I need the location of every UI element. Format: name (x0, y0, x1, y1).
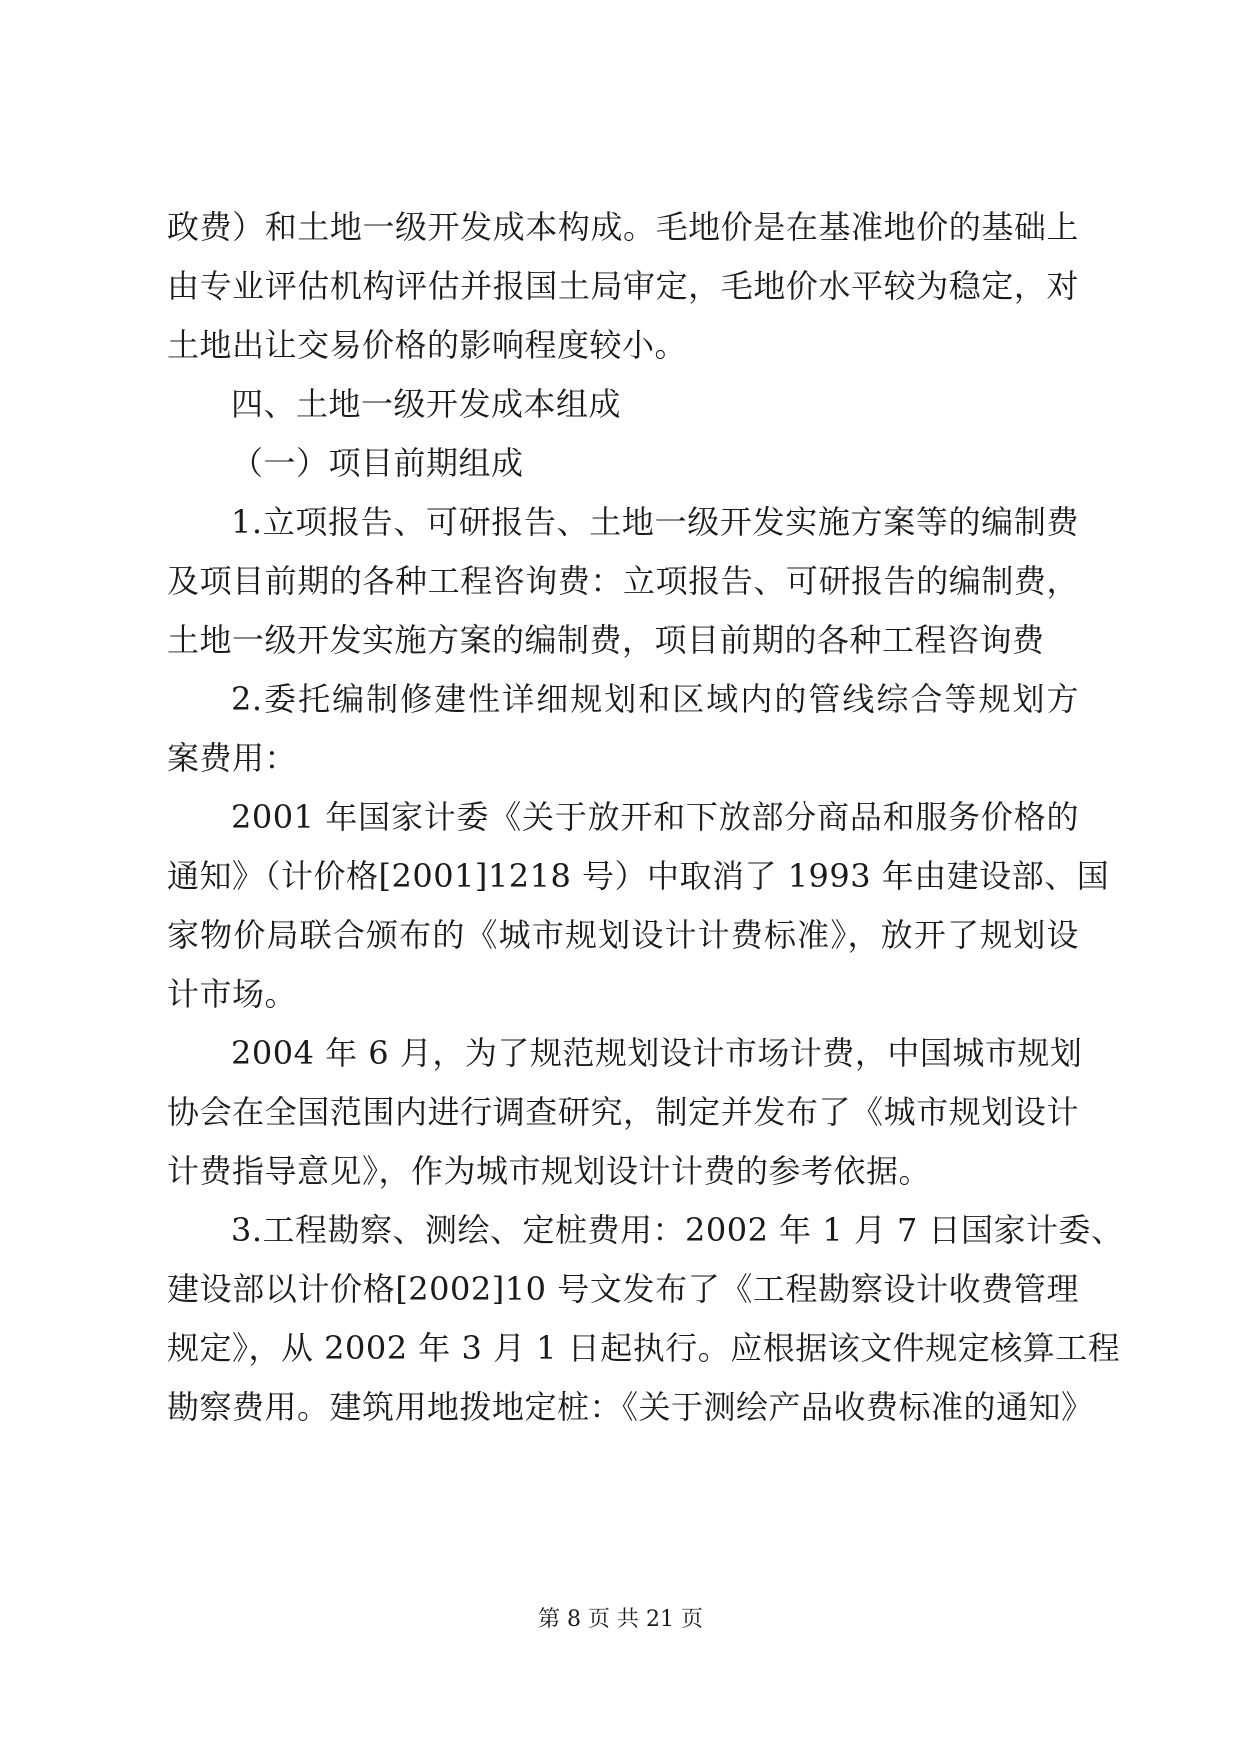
paragraph-line: 1.立项报告、可研报告、土地一级开发实施方案等的编制费 (231, 503, 1079, 541)
paragraph-line: 规定》，从 2002 年 3 月 1 日起执行。应根据该文件规定核算工程 (167, 1329, 1121, 1367)
paragraph-line: 2004 年 6 月，为了规范规划设计市场计费，中国城市规划 (231, 1034, 1083, 1072)
paragraph-line: 土地一级开发实施方案的编制费，项目前期的各种工程咨询费 (167, 621, 1045, 659)
paragraph-line: 案费用： (167, 739, 298, 777)
paragraph-line: 3.工程勘察、测绘、定桩费用：2002 年 1 月 7 日国家计委、 (231, 1211, 1124, 1249)
page-footer: 第 8 页 共 21 页 (538, 1607, 703, 1632)
paragraph-line: 协会在全国范围内进行调查研究，制定并发布了《城市规划设计 (167, 1093, 1079, 1131)
paragraph-line: 由专业评估机构评估并报国土局审定，毛地价水平较为稳定，对 (167, 267, 1079, 305)
paragraph-line: 2.委托编制修建性详细规划和区域内的管线综合等规划方 (231, 680, 1079, 718)
paragraph-line: 通知》（计价格[2001]1218 号）中取消了 1993 年由建设部、国 (167, 857, 1110, 895)
paragraph-line: 土地出让交易价格的影响程度较小。 (167, 326, 688, 364)
paragraph-line: 勘察费用。建筑用地拨地定桩：《关于测绘产品收费标准的通知》 (167, 1388, 1094, 1426)
paragraph-line: 计市场。 (167, 975, 298, 1013)
paragraph-line: 家物价局联合颁布的《城市规划设计计费标准》，放开了规划设 (167, 916, 1079, 954)
paragraph-line: 政费）和土地一级开发成本构成。毛地价是在基准地价的基础上 (167, 208, 1079, 246)
paragraph-line: 及项目前期的各种工程咨询费：立项报告、可研报告的编制费， (167, 562, 1079, 600)
subsection-heading: （一）项目前期组成 (231, 444, 524, 482)
paragraph-line: 2001 年国家计委《关于放开和下放部分商品和服务价格的 (231, 798, 1079, 836)
paragraph-line: 计费指导意见》，作为城市规划设计计费的参考依据。 (167, 1152, 932, 1190)
paragraph-line: 建设部以计价格[2002]10 号文发布了《工程勘察设计收费管理 (167, 1270, 1079, 1308)
section-heading: 四、土地一级开发成本组成 (231, 385, 622, 423)
